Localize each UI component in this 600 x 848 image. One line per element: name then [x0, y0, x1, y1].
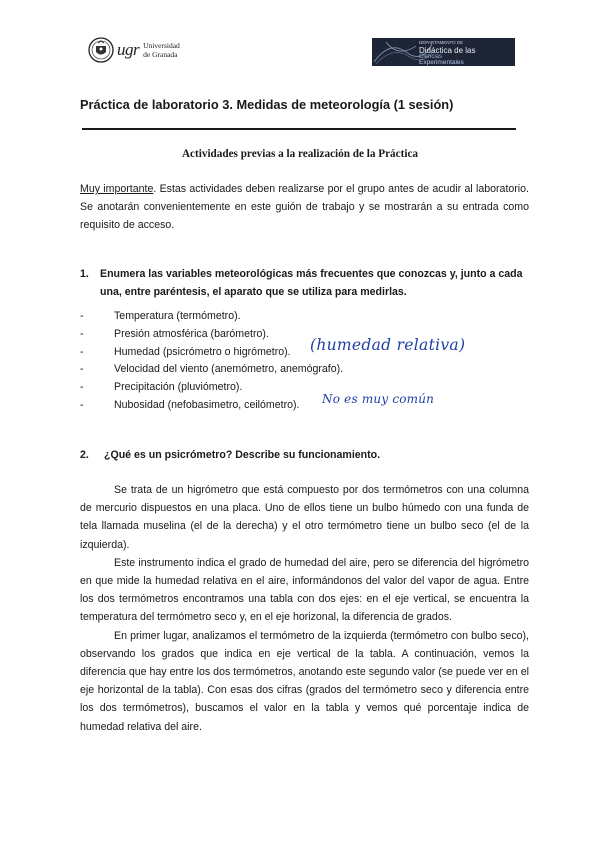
list-item-text: Nubosidad (nefobasimetro, ceilómetro).	[114, 398, 300, 411]
list-dash: -	[80, 327, 84, 340]
department-logo-line1: DEPARTAMENTO DE	[419, 40, 464, 45]
section-subtitle: Actividades previas a la realización de la Práctica	[181, 148, 419, 160]
department-logo-line3: Ciencias	[419, 54, 443, 60]
document-title: Práctica de laboratorio 3. Medidas de meteorología (1 sesión)	[80, 97, 454, 112]
handwritten-note-humedad: (humedad relativa)	[310, 336, 466, 354]
title-divider	[82, 128, 516, 130]
university-name-line1: Universidad	[143, 41, 180, 50]
question-2-text: ¿Qué es un psicrómetro? Describe su funcionamiento.	[104, 449, 381, 461]
department-logo	[372, 38, 515, 66]
university-seal-icon	[88, 37, 114, 63]
question-2-number: 2.	[80, 449, 89, 461]
ugr-mark: ugr	[117, 40, 140, 59]
department-logo-line2: Didáctica de las	[419, 46, 476, 55]
list-item	[80, 308, 480, 326]
answer-body	[80, 481, 529, 736]
answer-paragraph-2: Este instrumento indica el grado de humedad del aire, pero se diferencia del higrómetro en que mide la humedad relativa en el aire, informándonos del valor del vapor de agua. Entre los dos termómetros encontramos una tabla con dos ejes: en el eje vertical, se encuentra la temperatura del termómetro seco y, en el eje horizonal, la diferencia de grados.	[80, 556, 529, 624]
list-item-text: Velocidad del viento (anemómetro, anemógrafo).	[114, 363, 344, 376]
department-logo-line4: Experimentales	[419, 59, 464, 66]
intro-label: Muy importante	[80, 183, 154, 195]
list-dash: -	[80, 310, 84, 322]
question-1-number: 1.	[80, 268, 89, 280]
answer-paragraph-3: En primer lugar, analizamos el termómetro de la izquierda (termómetro con bulbo seco), observando los grados que indica en eje vertical de la tabla. A continuación, vemos la diferencia que hay entre los dos termómetros, anotando este segundo valor (se puede ver en el eje horizontal de la tabla). Con esas dos cifras (grados del termómetro seco y diferencia entre los dos termómetros), buscamos el valor en la tabla y vemos qué porcentaje indica de humedad relativa del aire.	[80, 629, 529, 733]
university-name-line2: de Granada	[143, 50, 178, 59]
intro-paragraph	[80, 180, 529, 234]
list-item-text: Precipitación (pluviómetro).	[114, 381, 243, 394]
list-dash: -	[80, 381, 84, 394]
list-dash: -	[80, 345, 84, 358]
ugr-logo	[88, 37, 180, 63]
list-dash: -	[80, 363, 84, 376]
list-dash: -	[80, 398, 84, 411]
handwritten-note-nubosidad: No es muy común	[322, 392, 435, 406]
intro-text: . Estas actividades deben realizarse por el grupo antes de acudir al laboratorio. Se anotarán convenientemente en este guión de trabajo y se mostrarán a su entrada como requisito de acceso.	[80, 183, 530, 231]
list-item-text: Humedad (psicrómetro o higrómetro).	[114, 345, 291, 358]
answer-paragraph-1: Se trata de un higrómetro que está compuesto por dos termómetros con una columna de mercurio dispuestos en una placa. Uno de ellos tiene un bulbo húmedo con una funda de tela llamada muselina (el de la derecha) y el otro termómetro tiene un bulbo seco (el de la izquierda).	[80, 484, 529, 551]
list-item-text: Presión atmosférica (barómetro).	[114, 327, 269, 340]
list-item-text: Temperatura (termómetro).	[114, 310, 241, 322]
list-item	[80, 361, 480, 379]
university-name	[143, 41, 180, 59]
question-1-text: Enumera las variables meteorológicas más frecuentes que conozcas y, junto a cada una, entre paréntesis, el aparato que se utiliza para medirlas.	[100, 268, 523, 298]
question-1	[80, 265, 529, 301]
